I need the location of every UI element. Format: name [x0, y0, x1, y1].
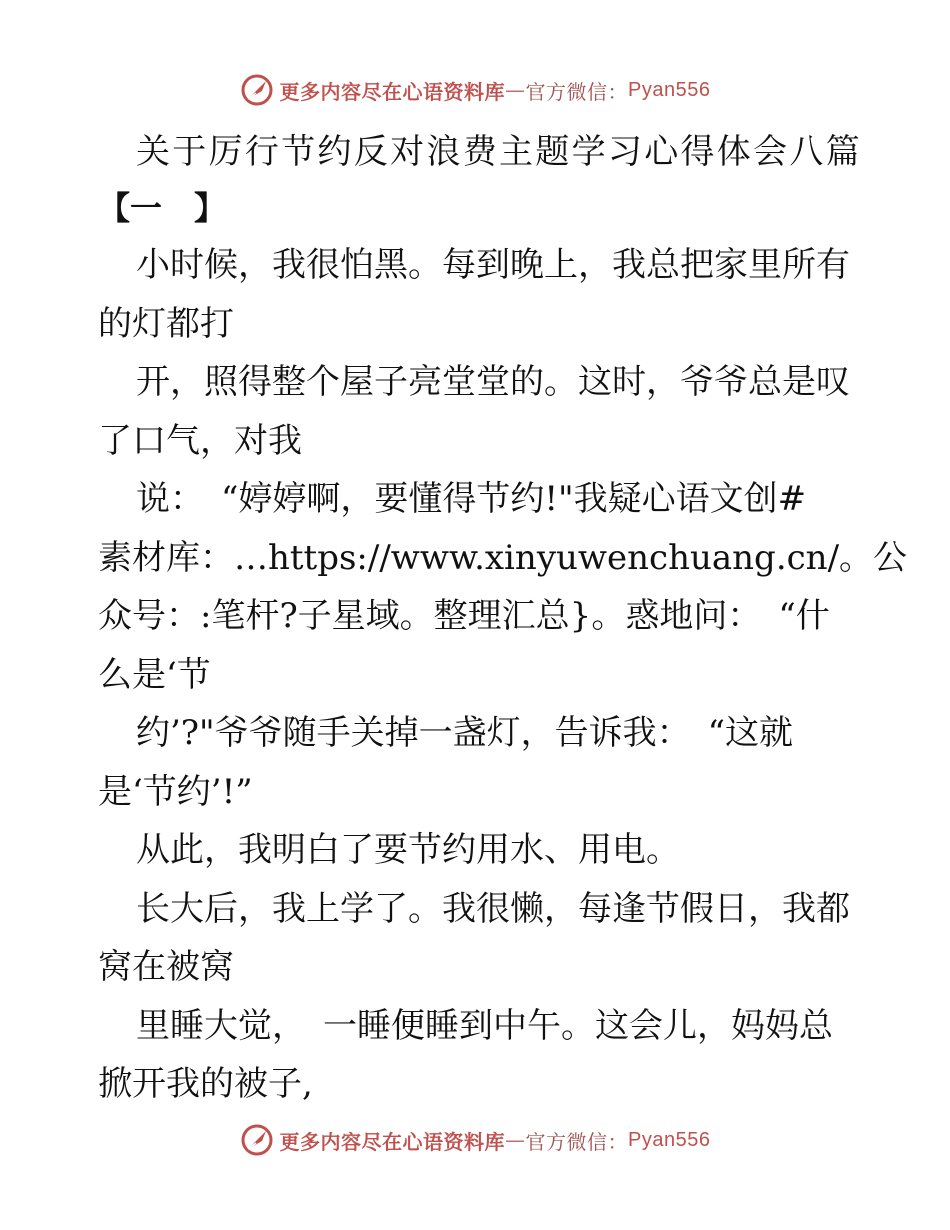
- body-text-line: 么是‘节: [98, 654, 211, 695]
- banner-wechat-id: Pyan556: [628, 1128, 711, 1151]
- body-text-line: 说： “婷婷啊，要懂得节约!"我疑心语文创#: [136, 479, 807, 519]
- section-marker: 【一 】: [98, 189, 227, 227]
- body-text-line: 了口气，对我: [98, 420, 302, 461]
- footer-watermark-banner: [0, 1120, 950, 1160]
- banner-wechat-id: Pyan556: [628, 78, 711, 101]
- body-text-line: 窝在被窝: [98, 947, 234, 987]
- banner-wechat-label: 官方微信：: [525, 1129, 629, 1154]
- body-text-line: 小时候，我很怕黑。每到晚上，我总把家里所有: [136, 245, 850, 285]
- banner-brand-text: 更多内容尽在心语资料库: [279, 79, 506, 104]
- body-text-line: 从此，我明白了要节约用水、用电。: [136, 830, 680, 870]
- body-text-line: 约’?"爷爷随手关掉一盏灯，告诉我： “这就: [136, 713, 794, 753]
- body-text-line: 素材库：…https://www.xinyuwenchuang.cn/。公: [98, 537, 908, 578]
- body-text-line: 掀开我的被子,: [98, 1064, 313, 1104]
- document-body: [98, 236, 908, 1114]
- banner-brand-text: 更多内容尽在心语资料库: [279, 1129, 506, 1154]
- banner-wechat-label: 官方微信：: [525, 79, 629, 104]
- header-watermark-banner: [0, 70, 950, 110]
- banner-separator: —: [505, 1128, 526, 1152]
- document-title: 关于厉行节约反对浪费主题学习心得体会八篇: [136, 132, 862, 172]
- body-text-line: 里睡大觉， 一睡便睡到中午。这会儿，妈妈总: [136, 1005, 833, 1046]
- quill-logo-icon: [240, 1123, 274, 1157]
- body-text-line: 开，照得整个屋子亮堂堂的。这时，爷爷总是叹: [136, 362, 850, 402]
- banner-separator: —: [505, 78, 526, 102]
- body-text-line: 众号：:笔杆?子星域。整理汇总}。惑地问： “什: [98, 596, 830, 636]
- body-text-line: 的灯都打: [98, 303, 234, 344]
- body-text-line: 是‘节约’!”: [98, 771, 253, 812]
- body-text-line: 长大后，我上学了。我很懒，每逢节假日，我都: [136, 888, 850, 929]
- quill-logo-icon: [240, 73, 274, 107]
